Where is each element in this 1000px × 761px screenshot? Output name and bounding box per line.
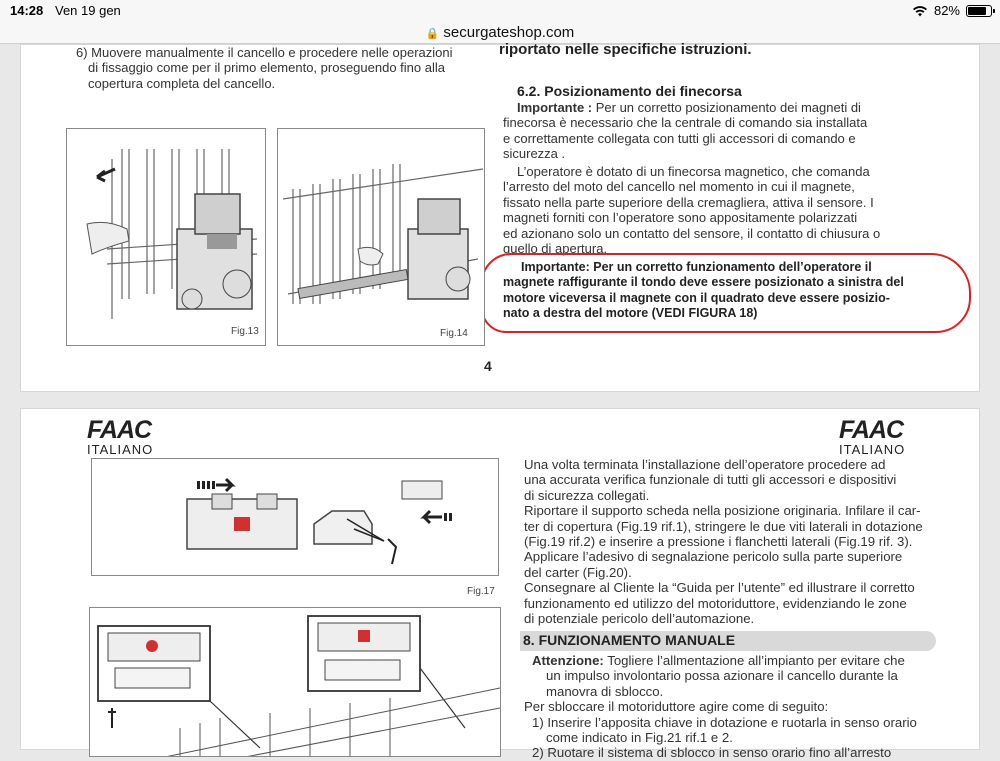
text-line: funzionamento ed utilizzo del motoriduttore, evidenziando le zone (524, 595, 907, 611)
text-line: quello di apertura. (503, 241, 608, 257)
important-para-1 (503, 100, 933, 162)
text-line: sicurezza . (503, 146, 566, 162)
figure-14 (277, 128, 485, 346)
text-line: Togliere l’allmentazione all’impianto per evitare che (603, 653, 905, 668)
date: Ven 19 gen (55, 3, 121, 18)
text-line: l’arresto del moto del cancello nel momento in cui il magnete, (503, 179, 855, 195)
magnet-para (503, 164, 933, 256)
text-line: di fissaggio come per il primo elemento, proseguendo fino alla (88, 60, 445, 76)
text-line: L’operatore è dotato di un finecorsa magnetico, che comanda (517, 164, 870, 179)
attention-label: Attenzione: (532, 653, 604, 668)
logo-subtitle: ITALIANO (87, 442, 154, 457)
magnets-illustration (92, 459, 499, 576)
gate-motor-illustration (67, 129, 266, 346)
text-line: un impulso involontario possa azionare il cancello durante la (546, 668, 898, 684)
text-line: magnete raffigurante il tondo deve essere posizionato a sinistra del (503, 275, 904, 290)
text-line: nato a destra del motore (VEDI FIGURA 18) (503, 306, 758, 321)
final-checks-text (524, 457, 944, 626)
status-indicators (912, 3, 992, 18)
text-line: Una volta terminata l’installazione dell’operatore procedere ad (524, 457, 886, 472)
pdf-page-4 (20, 41, 980, 392)
logo-text: FAAC (839, 416, 904, 444)
text-line: Applicare l’adesivo di segnalazione pericolo sulla parte superiore (524, 549, 903, 565)
url-text: securgateshop.com (443, 24, 575, 41)
figure-14-caption: Fig.14 (440, 328, 468, 339)
text-line: fissato nella parte superiore della cremagliera, attiva il sensore. I (503, 194, 874, 210)
text-line: manovra di sblocco. (546, 683, 664, 699)
wifi-icon (912, 5, 928, 17)
text-line: 1) Inserire l’apposita chiave in dotazione e ruotarla in senso orario (532, 714, 917, 730)
text-line: Per un corretto posizionamento dei magneti di (592, 100, 861, 115)
faac-logo-left (87, 417, 153, 457)
pdf-page-5 (20, 408, 980, 761)
text-line: copertura completa del cancello. (88, 75, 276, 91)
logo-subtitle: ITALIANO (839, 442, 906, 457)
logo-text: FAAC (87, 416, 152, 444)
continued-heading: riportato nelle specifiche istruzioni. (499, 41, 752, 58)
lock-icon: 🔒 (425, 28, 440, 40)
clock: 14:28 (10, 3, 44, 18)
text-line: magneti forniti con l’operatore sono appositamente polarizzati (503, 210, 858, 226)
text-line: ter di copertura (Fig.19 rif.1), stringere le due viti laterali in dotazione (524, 518, 923, 534)
text-line: di sicurezza collegati. (524, 487, 650, 503)
text-line: (Fig.19 rif.2) e inserire a pressione i flanchetti laterali (Fig.19 rif. 3). (524, 534, 913, 550)
manual-operation-text (524, 653, 944, 761)
text-line: e correttamente collegata con tutti gli accessori di comando e (503, 130, 856, 146)
url-field[interactable] (0, 24, 1000, 41)
magnet-position-illustration (90, 608, 501, 757)
battery-fill (968, 7, 986, 15)
figure-18 (89, 607, 501, 757)
important-label: Importante (521, 260, 586, 274)
text-line: Riportare il supporto scheda nella posizione originaria. Infilare il car- (524, 503, 921, 519)
text-line: Per sbloccare il motoriduttore agire come di seguito: (524, 699, 829, 715)
text-line: motore viceversa il magnete con il quadrato deve essere posizio- (503, 290, 890, 305)
section-title: 6.2. Posizionamento dei finecorsa (517, 83, 742, 99)
text-line: finecorsa è necessario che la centrale di comando sia installata (503, 115, 868, 131)
page-number: 4 (484, 358, 492, 374)
gate-rack-illustration (278, 129, 485, 346)
figure-13-caption: Fig.13 (231, 326, 259, 337)
text-line: 2) Ruotare il sistema di sblocco in senso orario fino all’arresto (532, 745, 892, 761)
battery-percent: 82% (933, 3, 960, 18)
text-line: una accurata verifica funzionale di tutti gli accessori e dispositivi (524, 472, 897, 488)
status-bar (0, 0, 1000, 22)
text-line: come indicato in Fig.21 rif.1 e 2. (546, 730, 733, 746)
battery-icon (966, 5, 992, 17)
figure-17-caption: Fig.17 (467, 586, 495, 597)
important-label: Importante : (517, 100, 593, 115)
faac-logo-right (839, 417, 905, 457)
figure-13 (66, 128, 266, 346)
figure-17 (91, 458, 499, 576)
section-title: 8. FUNZIONAMENTO MANUALE (523, 632, 736, 648)
highlight-oval (481, 253, 971, 333)
text-line: di potenziale pericolo dell’automazione. (524, 611, 755, 627)
text-line: : Per un corretto funzionamento dell’operatore il (585, 260, 872, 274)
text-line: 6) Muovere manualmente il cancello e procedere nelle operazioni (76, 45, 453, 60)
text-line: ed azionano solo un contatto del sensore, il contatto di chiusura o (503, 225, 881, 241)
text-line: Consegnare al Cliente la “Guida per l’utente” ed illustrare il corretto (524, 580, 915, 596)
text-line: del carter (Fig.20). (524, 564, 632, 580)
step6-text (76, 45, 496, 91)
